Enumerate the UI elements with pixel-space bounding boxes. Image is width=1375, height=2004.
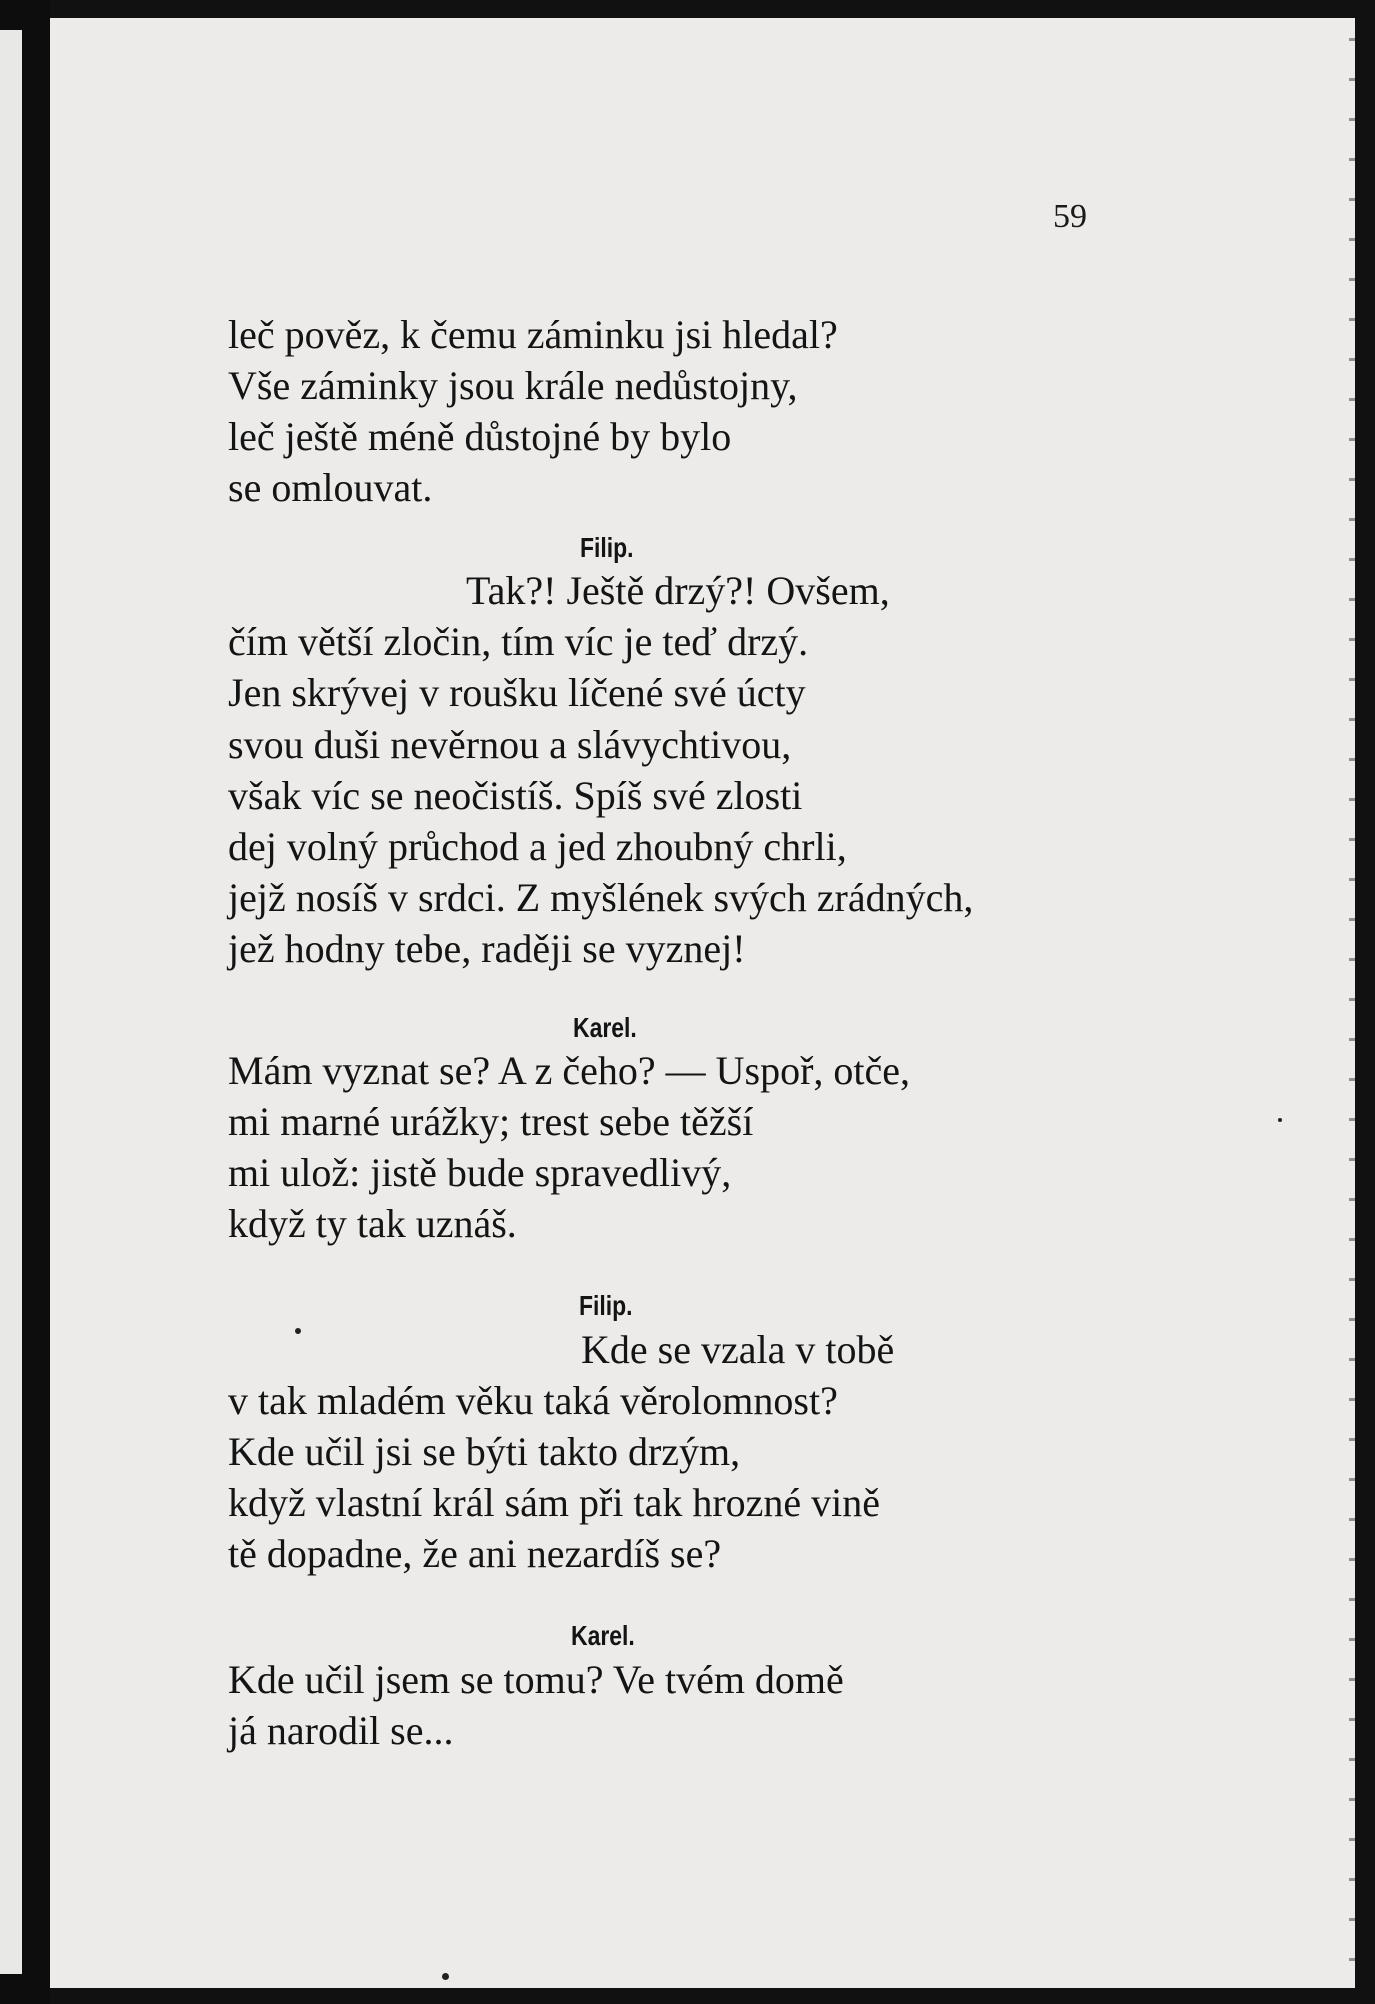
verse-line: svou duši nevěrnou a slávychtivou,: [228, 722, 792, 767]
previous-page-sliver: [0, 30, 22, 1974]
verse-line: jež hodny tebe, raději se vyznej!: [228, 926, 746, 971]
scan-speck: [442, 1973, 449, 1980]
verse-line: Kde se vzala v tobě: [581, 1327, 895, 1372]
verse-line: leč ještě méně důstojné by bylo: [228, 414, 732, 459]
verse-line: se omlouvat.: [228, 465, 433, 510]
verse-line: mi ulož: jistě bude spravedlivý,: [228, 1150, 732, 1195]
scan-speck: [1278, 1118, 1282, 1122]
page-edge-noise: [1349, 20, 1355, 1980]
verse-line: když vlastní král sám při tak hrozné vině: [228, 1480, 881, 1525]
speaker-name: Karel.: [573, 1012, 637, 1043]
book-page: [50, 18, 1355, 1988]
binding-edge: [0, 0, 50, 2004]
verse-line: Kde učil jsem se tomu? Ve tvém domě: [228, 1657, 844, 1702]
verse-line: jejž nosíš v srdci. Z myšlének svých zrádných,: [228, 875, 974, 920]
verse-line: leč pověz, k čemu záminku jsi hledal?: [228, 312, 838, 357]
verse-line: Mám vyznat se? A z čeho? — Uspoř, otče,: [228, 1048, 911, 1093]
verse-line: já narodil se...: [228, 1708, 454, 1753]
verse-line: Jen skrývej v roušku líčené své úcty: [228, 670, 806, 715]
scan-speck: [295, 1328, 301, 1334]
verse-line: v tak mladém věku taká věrolomnost?: [228, 1378, 838, 1423]
verse-line: čím větší zločin, tím víc je teď drzý.: [228, 619, 809, 664]
verse-line: dej volný průchod a jed zhoubný chrli,: [228, 824, 847, 869]
verse-line: když ty tak uznáš.: [228, 1201, 517, 1246]
verse-line: mi marné urážky; trest sebe těžší: [228, 1099, 754, 1144]
speaker-name: Karel.: [571, 1620, 635, 1651]
verse-line: tě dopadne, že ani nezardíš se?: [228, 1531, 722, 1576]
speaker-name: Filip.: [579, 1290, 633, 1321]
speaker-name: Filip.: [580, 532, 634, 563]
page-number: 59: [1053, 198, 1087, 235]
verse-line: však víc se neočistíš. Spíš své zlosti: [228, 773, 803, 818]
verse-line: Vše záminky jsou krále nedůstojny,: [228, 363, 798, 408]
verse-line: Kde učil jsi se býti takto drzým,: [228, 1429, 741, 1474]
verse-line: Tak?! Ještě drzý?! Ovšem,: [466, 568, 890, 613]
